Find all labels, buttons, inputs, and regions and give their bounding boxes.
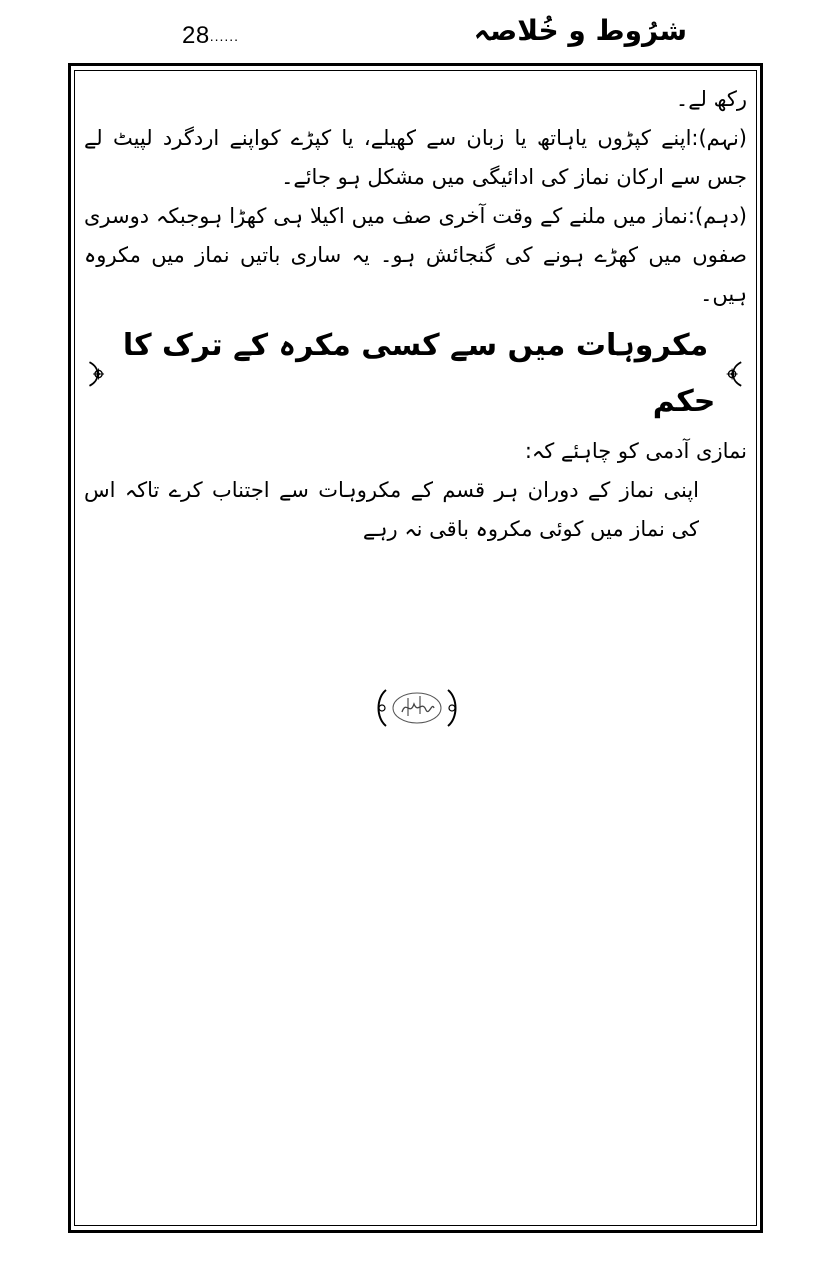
paragraph-ninth: (نہم):اپنے کپڑوں یاہاتھ یا زبان سے کھیلے، یا کپڑے کواپنے اردگرد لپیٹ لے جس سے ارکان نماز کی ادائیگی میں مشکل ہو جائے۔ (84, 126, 747, 189)
paragraph-conclusion: اپنی نماز کے دوران ہر قسم کے مکروہات سے اجتناب کرے تاکہ اس کی نماز میں کوئی مکروہ باقی نہ رہے (84, 478, 699, 541)
book-title: شرُوط و خُلاصہ (473, 14, 687, 47)
section-heading (84, 318, 747, 430)
page-number-value: 28 (182, 22, 210, 49)
page-body (84, 80, 747, 549)
page-header (0, 0, 825, 64)
page-number-dots: ...... (209, 28, 240, 44)
paragraph-tenth: (دہم):نماز میں ملنے کے وقت آخری صف میں اکیلا ہی کھڑا ہوجبکہ دوسری صفوں میں کھڑے ہونے کی گنجائش ہو۔ یہ ساری باتیں نماز میں مکروہ ہیں۔ (84, 204, 747, 306)
floral-bracket-icon (723, 359, 747, 389)
allahu-akbar-seal-icon (374, 686, 460, 730)
page-number (182, 22, 239, 50)
paragraph-intro: نمازی آدمی کو چاہئے کہ: (524, 439, 747, 463)
floral-bracket-icon (84, 359, 108, 389)
paragraph-continuation: رکھ لے۔ (675, 87, 747, 111)
section-heading-text: مکروہات میں سے کسی مکرہ کے ترک کا حکم (122, 328, 716, 419)
